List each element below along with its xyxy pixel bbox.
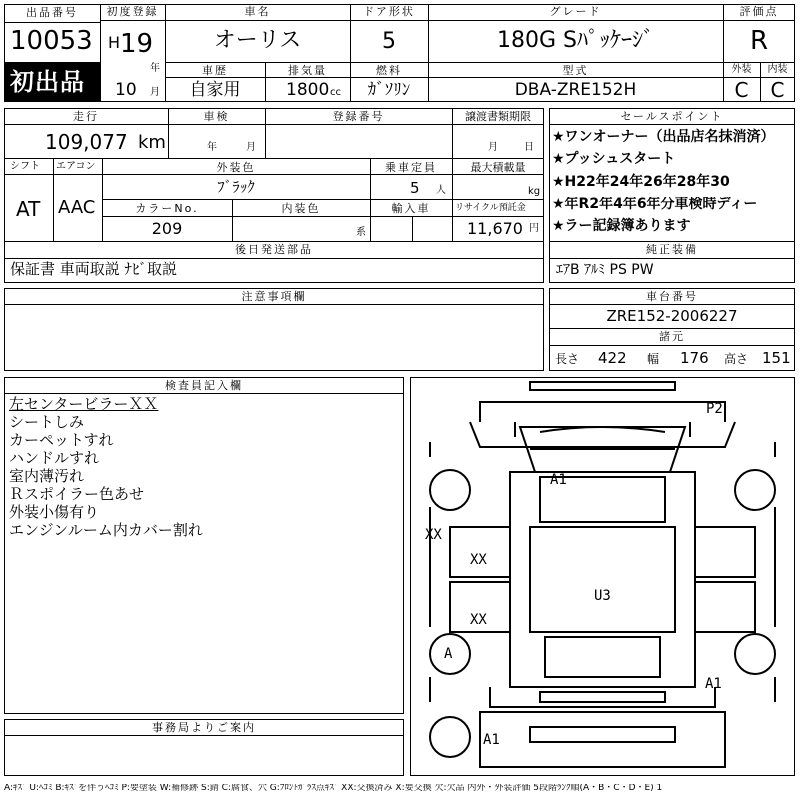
inspector-line: カーペットすれ [9,431,114,449]
lot-label: 出品番号 [26,6,78,19]
color-label: 外装色 [216,161,256,174]
exterior-label: 外装 [731,64,752,75]
equipment-label: 純正装備 [646,243,698,256]
inspector-line: エンジンルーム内カバー割れ [9,521,203,539]
transfer-label: 譲渡書類期限 [465,110,531,123]
fuel: ｶﾞｿﾘﾝ [367,80,411,100]
chassis-label: 車台番号 [646,290,698,303]
intcolor-unit: 系 [356,227,366,238]
sales-label: セールスポイント [620,110,724,123]
history: 自家用 [189,80,241,100]
height: 151 [762,349,791,367]
damage-mark: XX [425,527,442,543]
sales-point: ★年R2年4年6年分車検時ディー [552,197,758,211]
length: 422 [598,349,627,367]
door-label: ドア形状 [363,5,415,18]
grade-label: グレード [549,5,602,18]
height-label: 高さ [724,352,749,366]
footer-legend: A:ｷｽﾞ U:ﾍｺﾐ B:ｷｽﾞを伴うﾍｺﾐ P:要塗装 W:補修跡 S:錆 C:腐食、穴 G:ﾌﾛﾝﾄｶﾞﾗｽ点ｷｽﾞ XX:交換済み X:要交換 欠:欠品 内外・外装評価 5段階ﾗﾝｸ順(A・B・C・D・E) 1 [4,784,663,793]
colorno-label: カラーNo. [135,202,199,215]
chassis-number: ZRE152-2006227 [606,307,738,325]
import-label: 輸入車 [391,202,431,215]
sales-point: ★ラー記録簿あります [552,218,691,234]
sales-point: ★H22年24年26年28年30 [552,174,730,190]
damage-mark: A1 [705,676,722,692]
model: DBA-ZRE152H [514,80,637,100]
score-label: 評価点 [739,5,779,18]
transfer-day-unit: 日 [524,142,534,153]
mileage-label: 走行 [73,110,99,123]
inspector-line: 左センタービラーＸＸ [9,395,159,413]
length-label: 長さ [555,352,580,366]
interior-label: 内装 [767,64,788,75]
damage-mark: U3 [594,588,611,604]
regno-label: 登録番号 [332,110,385,123]
ac: AAC [58,197,96,218]
later-parts: 保証書 車両取説 ﾅﾋﾞ取説 [10,260,178,278]
reg-era: H [108,33,121,52]
displacement: 1800 [286,80,330,100]
intcolor-label: 内装色 [281,202,321,215]
inspector-line: シートしみ [9,413,85,431]
recycle-label: リサイクル預託金 [455,203,526,213]
mileage-unit: km [138,132,166,153]
reg-year: 19 [120,29,154,59]
equipment: ｴｱB ｱﾙﾐ PS PW [556,262,654,278]
damage-mark: A1 [550,472,567,488]
fuel-label: 燃料 [376,64,402,77]
ac-label: エアコン [56,161,96,172]
car-name-label: 車名 [244,5,271,18]
car-diagram-drawing [410,377,795,776]
interior-grade: C [770,78,785,102]
sales-point: ★ワンオーナー（出品店名抹消済） [552,129,775,145]
damage-mark: A1 [483,732,500,748]
damage-mark: A [444,646,453,662]
displacement-unit: cc [330,87,341,98]
shift-label: シフト [10,161,40,172]
inspection-year-unit: 年 [207,142,217,153]
reg-month: 10 [115,80,137,100]
later-parts-label: 後日発送部品 [235,243,313,256]
sales-point: ★プッシュスタート [552,151,676,167]
load-label: 最大積載量 [470,161,526,174]
mileage: 109,077 [45,130,128,154]
load-unit: kg [528,186,541,197]
history-label: 車歴 [202,64,228,77]
seats-label: 乗車定員 [385,161,437,174]
width-label: 幅 [647,352,660,366]
first-time-label: 初出品 [10,68,85,96]
inspector-line: ハンドルすれ [9,449,100,467]
transfer-month-unit: 月 [488,142,498,153]
reg-year-unit: 年 [150,63,160,74]
inspector-label: 検査員記入欄 [165,379,243,392]
car-name: オーリス [213,28,302,53]
exterior-grade: C [734,78,749,102]
reg-month-unit: 月 [150,87,160,98]
inspector-line: 室内薄汚れ [9,467,85,485]
inspection-label: 車検 [203,110,230,123]
office-label: 事務局よりご案内 [152,721,256,734]
score: R [749,26,769,56]
damage-mark: XX [470,612,487,628]
seats: 5 [410,179,420,197]
damage-mark: P2 [706,401,723,417]
colorno: 209 [151,219,183,238]
recycle: 11,670 [467,219,523,238]
inspector-line: 外装小傷有り [9,503,100,521]
damage-mark: XX [470,552,487,568]
notes-label: 注意事項欄 [241,290,307,303]
seats-unit: 人 [436,185,446,196]
lot-number: 10053 [10,26,93,56]
shift: AT [16,197,41,221]
inspector-line: Ｒスポイラー色あせ [9,485,145,503]
reg-label: 初度登録 [106,5,159,18]
grade: 180G Sﾊﾟｯｹｰｼﾞ [497,28,654,53]
displacement-label: 排気量 [288,64,327,77]
doors: 5 [382,29,396,54]
model-label: 型式 [562,64,589,77]
color: ﾌﾞﾗｯｸ [217,178,255,196]
recycle-unit: 円 [529,223,539,234]
width: 176 [680,349,709,367]
dims-label: 諸元 [659,330,685,343]
inspection-month-unit: 月 [246,142,256,153]
